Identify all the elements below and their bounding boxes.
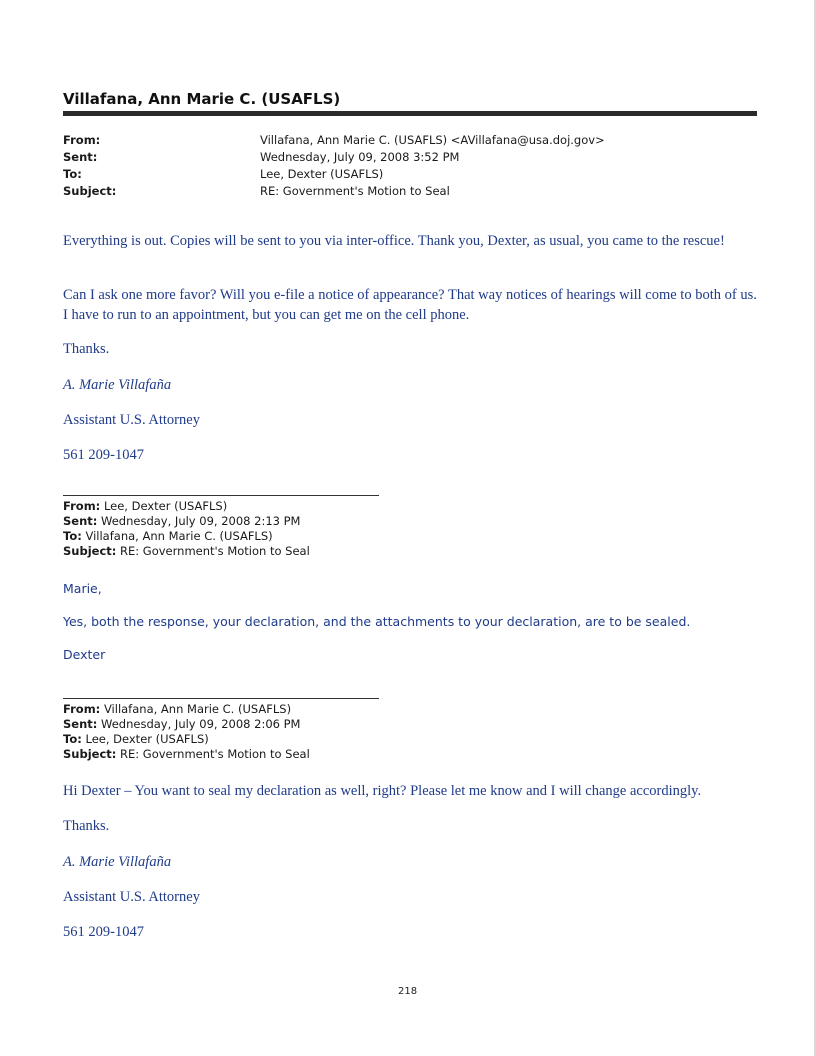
header-from-label: From: [63,133,101,147]
message1-paragraph-2: Can I ask one more favor? Will you e-file a notice of appearance? That way notices of hearings will come to both of us. I have to run to an appointment, but you can get me on the cell phone. [63,287,757,323]
reply2-body: Hi Dexter – You want to seal my declaration as well, right? Please let me know and I will change accordingly. [63,783,702,799]
reply2-sent-value: Wednesday, July 09, 2008 2:06 PM [101,717,301,731]
header-to-label: To: [63,167,82,181]
reply2-thanks: Thanks. [63,818,110,834]
reply1-signoff: Dexter [63,647,106,662]
message1-signature-phone: 561 209-1047 [63,447,144,463]
reply2-signature-name: A. Marie Villafaña [63,854,172,870]
reply2-subject-value: RE: Government's Motion to Seal [120,747,310,761]
header-to-row [63,165,384,183]
reply1-body: Yes, both the response, your declaration, and the attachments to your declaration, are to be sealed. [63,614,691,629]
reply1-subject-label: Subject: [63,544,117,558]
reply2-subject-label: Subject: [63,747,117,761]
message1-signature-name: A. Marie Villafaña [63,377,172,393]
reply2-sent-label: Sent: [63,717,98,731]
reply1-sent-label: Sent: [63,514,98,528]
reply1-to-value: Villafana, Ann Marie C. (USAFLS) [85,529,273,543]
mailbox-owner: Villafana, Ann Marie C. (USAFLS) [63,90,341,108]
reply1-sent-row [63,514,300,529]
header-sent-value: Wednesday, July 09, 2008 3:52 PM [260,150,460,164]
message1-thanks: Thanks. [63,341,110,357]
header-from-row [63,131,605,149]
reply1-greeting: Marie, [63,581,102,596]
reply2-from-label: From: [63,702,101,716]
reply2-from-row [63,702,291,717]
reply2-sent-row [63,717,300,732]
message1-signature-title: Assistant U.S. Attorney [63,412,200,428]
reply1-from-value: Lee, Dexter (USAFLS) [103,499,228,513]
header-sent-label: Sent: [63,150,98,164]
header-subject-label: Subject: [63,184,117,198]
reply1-sent-value: Wednesday, July 09, 2008 2:13 PM [101,514,301,528]
reply2-from-value: Villafana, Ann Marie C. (USAFLS) [103,702,292,716]
header-subject-value: RE: Government's Motion to Seal [260,184,450,198]
reply1-subject-value: RE: Government's Motion to Seal [120,544,310,558]
header-to-value: Lee, Dexter (USAFLS) [260,167,384,181]
reply2-to-row [63,732,209,747]
header-subject-row [63,182,450,200]
header-sent-row [63,148,460,166]
message1-paragraph-1: Everything is out. Copies will be sent to you via inter-office. Thank you, Dexter, as usual, you came to the rescue! [63,233,725,249]
reply1-from-label: From: [63,499,101,513]
header-from-value: Villafana, Ann Marie C. (USAFLS) <AVillafana@usa.doj.gov> [260,133,605,147]
reply2-separator [63,698,379,699]
reply1-to-row [63,529,273,544]
reply2-to-value: Lee, Dexter (USAFLS) [85,732,209,746]
reply2-signature-title: Assistant U.S. Attorney [63,889,200,905]
reply2-signature-phone: 561 209-1047 [63,924,144,940]
page-number: 218 [398,986,418,997]
reply2-to-label: To: [63,732,82,746]
header-rule [63,111,757,116]
reply1-subject-row [63,544,310,559]
reply1-separator [63,495,379,496]
reply1-from-row [63,499,227,514]
reply2-subject-row [63,747,310,762]
reply1-to-label: To: [63,529,82,543]
